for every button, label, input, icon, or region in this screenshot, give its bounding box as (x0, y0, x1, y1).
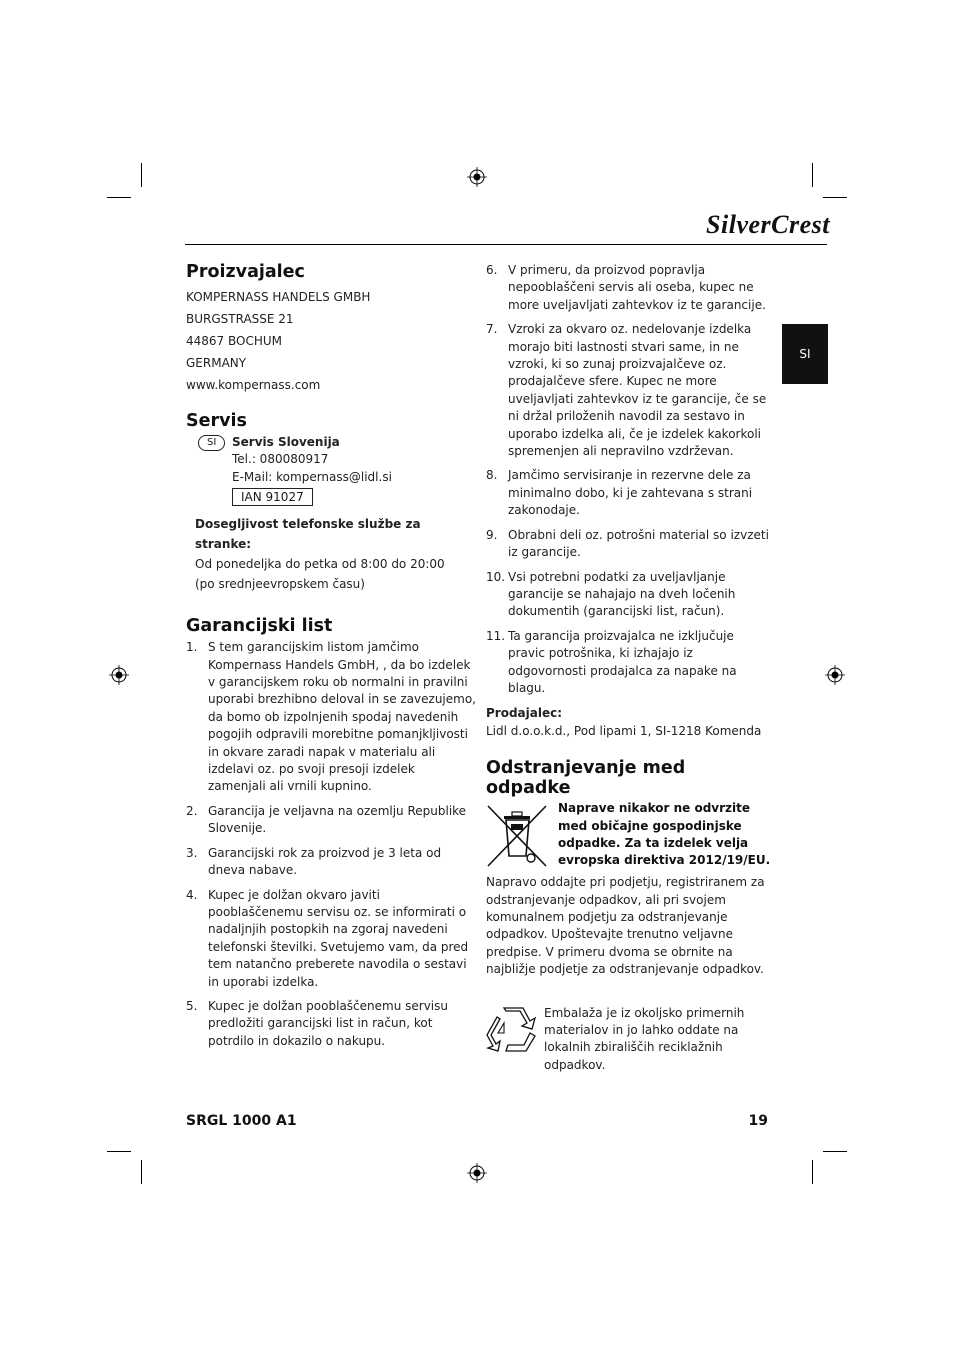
crop-mark (823, 197, 847, 198)
list-item: 7. Vzroki za okvaro oz. nedelovanje izdelka morajo biti lastnosti stvari same, in ne vzroki, ki so zunaj proizvajalčeve oz. prodajalčeve sfere. Kupec ne more uveljavljati zahtevkov iz te garancije, če se ni držal priloženih navodil za sestavo in uporabo izdelka ali, če je izdelek kakorkoli spremenjen ali nepravilno vzdrževan. (486, 322, 767, 459)
crop-mark (812, 163, 813, 187)
ian-number: IAN 91027 (232, 488, 313, 506)
list-item: 3. Garancijski rok za proizvod je 3 leta od dneva nabave. (186, 845, 442, 878)
packaging-text: Embalaža je iz okoljsko primernih materialov in jo lahko oddate na lokalnih zbirališčih reciklažnih odpadkov. (544, 1005, 745, 1072)
country-badge: SI (198, 435, 225, 451)
warranty-list-left (186, 639, 476, 1050)
disposal-warning-block (486, 800, 771, 872)
service-name: Servis Slovenija (232, 435, 340, 449)
list-item: 11. Ta garancija proizvajalca ne izključuje pravic potrošnika, ki izhajajo iz odgovornosti prodajalca za napake na blagu. (486, 628, 737, 695)
disposal-text: Napravo oddajte pri podjetju, registriranem za odstranjevanje odpadkov, ali pri svojem komunalnem podjetju za odstranjevanje odpadkov. Upoštevajte trenutno veljavne predpise. V primeru dvoma se obrnite na najbližje podjetje za odstranjevanje odpadkov. (486, 875, 765, 977)
registration-mark-icon (109, 665, 129, 685)
crop-mark (823, 1151, 847, 1152)
right-column (486, 262, 771, 1074)
address-line: 44867 BOCHUM (186, 334, 282, 348)
recycling-icon (486, 1005, 540, 1055)
disposal-heading: Odstranjevanje med odpadke (486, 758, 686, 799)
crop-mark (107, 197, 131, 198)
crossed-out-bin-icon (486, 802, 548, 870)
list-item: 2. Garancija je veljavna na ozemlju Republike Slovenije. (186, 803, 467, 836)
manufacturer-heading: Proizvajalec (186, 262, 305, 282)
list-item: 4. Kupec je dolžan okvaro javiti pooblaščenemu servisu oz. se informirati o nadaljnjih postopkih na zgoraj navedeni telefonski številki. Svetujemo vam, da pred tem natančno preberete navodila o sestavi in uporabi izdelka. (186, 887, 469, 989)
registration-mark-icon (825, 665, 845, 685)
language-tab: SI (782, 324, 828, 384)
seller-text: Lidl d.o.o.k.d., Pod lipami 1, SI-1218 Komenda (486, 723, 762, 738)
hotline-availability (186, 514, 476, 594)
service-email[interactable]: E-Mail: kompernass@lidl.si (232, 469, 392, 484)
list-item: 5. Kupec je dolžan pooblaščenemu servisu predložiti garancijski list in račun, kot potrdilo in dokazilo o nakupu. (186, 998, 448, 1048)
availability-note: (po srednjeevropskem času) (195, 577, 365, 592)
header-rule (185, 244, 827, 245)
page-number: 19 (748, 1113, 768, 1129)
list-item: 9. Obrabni deli oz. potrošni material so izvzeti iz garancije. (486, 527, 769, 560)
crop-mark (107, 1151, 131, 1152)
warranty-heading: Garancijski list (186, 616, 333, 637)
service-block (186, 434, 476, 506)
crop-mark (812, 1160, 813, 1184)
service-phone: Tel.: 080080917 (232, 452, 329, 467)
address-line: BURGSTRASSE 21 (186, 312, 294, 326)
availability-hours: Od ponedeljka do petka od 8:00 do 20:00 (195, 557, 445, 572)
crop-mark (141, 163, 142, 187)
disposal-warning: Naprave nikakor ne odvrzite med običajne gospodinjske odpadke. Za ta izdelek velja evropska direktiva 2012/19/EU. (558, 801, 771, 868)
service-heading: Servis (186, 411, 247, 431)
address-line: KOMPERNASS HANDELS GMBH (186, 290, 371, 304)
left-column (186, 262, 476, 1057)
list-item: 10. Vsi potrebni podatki za uveljavljanje garancije se nahajajo na dveh ločenih dokumentih (garancijski list, račun). (486, 569, 736, 619)
website-link[interactable]: www.kompernass.com (186, 378, 321, 392)
crop-mark (141, 1160, 142, 1184)
availability-heading: Dosegljivost telefonske službe za stranke: (195, 517, 421, 552)
brand-logo: SilverCrest (706, 210, 830, 239)
registration-mark-icon (467, 1163, 487, 1183)
registration-mark-icon (467, 167, 487, 187)
packaging-block (486, 1005, 771, 1075)
model-number: SRGL 1000 A1 (186, 1113, 297, 1129)
warranty-list-right (486, 262, 771, 697)
list-item: 6. V primeru, da proizvod popravlja nepooblaščeni servis ali oseba, kupec ne more uveljavljati zahtevkov iz te garancije. (486, 263, 766, 312)
address-line: GERMANY (186, 356, 247, 370)
manufacturer-address (186, 286, 476, 396)
list-item: 8. Jamčimo servisiranje in rezervne dele za minimalno dobo, ki je zahtevana s strani zakonodaje. (486, 468, 753, 518)
seller-block (486, 705, 771, 740)
list-item: 1. S tem garancijskim listom jamčimo Kompernass Handels GmbH, , da bo izdelek v garancijskem roku ob normalni in pravilni uporabi brezhibno deloval in se zavezujemo, da bomo ob izpolnjenih spodaj navedenih pogojih odpravili morebitne pomanjkljivosti in okvare zaradi napak v materialu ali izdelavi oz. po svoji presoji izdelek zamenjali ali vrnili kupnino. (186, 640, 476, 794)
seller-heading: Prodajalec: (486, 706, 563, 721)
